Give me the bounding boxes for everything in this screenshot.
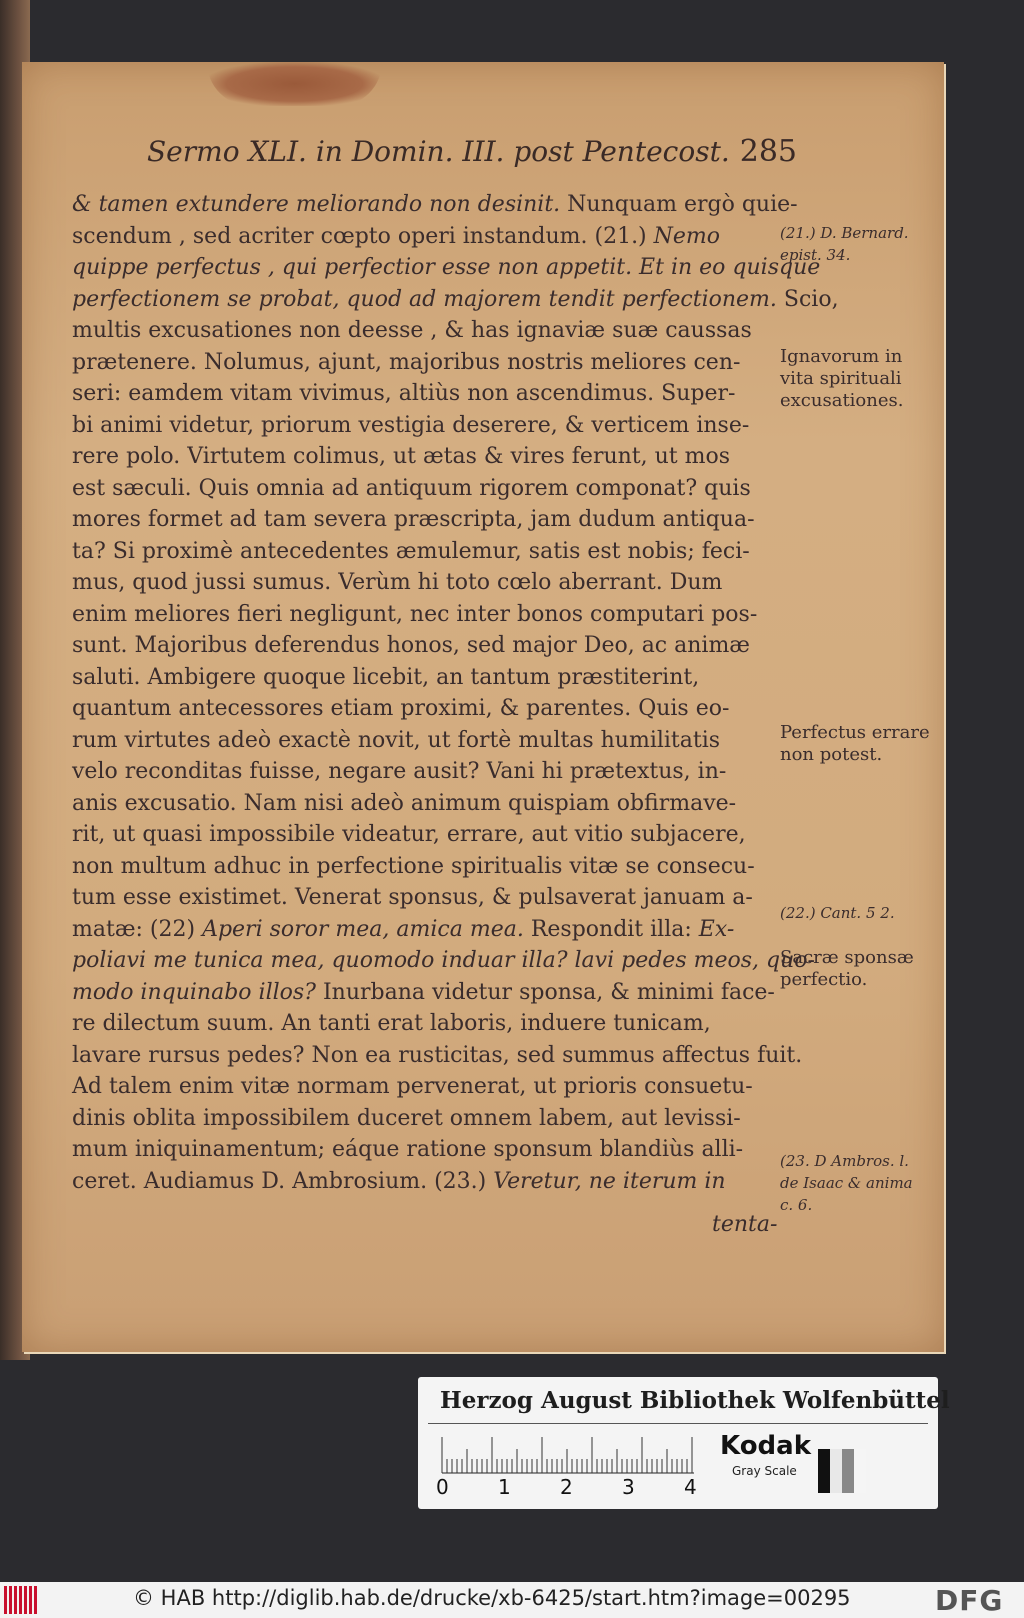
text-line xyxy=(72,977,775,1009)
library-name: Herzog August Bibliothek Wolfenbüttel xyxy=(440,1387,950,1414)
text-segment: Ex- xyxy=(698,916,735,942)
text-segment: Inurbana videtur sponsa, & minimi face- xyxy=(315,979,775,1005)
text-segment: quantum antecessores etiam proximi, & parentes. Quis eo- xyxy=(72,696,730,721)
page-number: 285 xyxy=(739,134,797,169)
page-stain xyxy=(207,62,382,106)
margin-note-ignavorum: Ignavorum in vita spirituali excusationes. xyxy=(780,346,904,411)
text-line xyxy=(72,189,798,221)
gray-scale-label: Gray Scale xyxy=(732,1464,797,1478)
text-segment: mores formet ad tam severa præscripta, jam dudum antiqua- xyxy=(72,507,755,532)
text-segment: saluti. Ambigere quoque licebit, an tantum præstiterint, xyxy=(72,664,700,690)
running-title: Sermo XLI. in Domin. III. post Pentecost. xyxy=(147,135,730,168)
margin-note-22: (22.) Cant. 5 2. xyxy=(780,904,895,922)
text-line xyxy=(72,599,772,631)
margin-note-perfectus: Perfectus errare non potest. xyxy=(780,722,930,765)
text-line xyxy=(72,914,772,946)
book-page xyxy=(22,62,944,1352)
text-segment: Nunquam ergò quie- xyxy=(560,192,798,217)
text-line xyxy=(72,441,772,473)
text-segment: re dilectum suum. An tanti erat laboris, induere tunicam, xyxy=(72,1011,711,1036)
text-segment: rum virtutes adeò exactè novit, ut fortè multas humilitatis xyxy=(72,727,721,753)
ruler-number: 0 xyxy=(436,1475,449,1499)
text-segment: enim meliores fieri negligunt, nec inter bonos computari pos- xyxy=(72,601,758,627)
text-line xyxy=(72,693,772,725)
text-line xyxy=(72,567,772,599)
text-line xyxy=(72,725,772,757)
text-segment: ceret. Audiamus D. Ambrosium. (23.) xyxy=(72,1168,494,1194)
margin-note-sacrae: Sacræ sponsæ perfectio. xyxy=(780,947,914,990)
text-segment: Aperi soror mea, amica mea. xyxy=(202,916,524,942)
text-segment: mum iniquinamentum; eáque ratione sponsum blandiùs alli- xyxy=(72,1137,744,1162)
divider xyxy=(428,1423,928,1424)
text-segment: multis excusationes non deesse , & has ignaviæ suæ caussas xyxy=(72,318,752,343)
text-segment: Ad talem enim vitæ normam pervenerat, ut prioris consuetu- xyxy=(72,1074,753,1099)
text-line xyxy=(72,536,772,568)
text-line xyxy=(72,221,772,253)
text-segment: rere polo. Virtutem colimus, ut ætas & vires ferunt, ut mos xyxy=(72,444,731,469)
text-segment: Veretur, ne iterum in xyxy=(493,1168,726,1194)
text-segment: & tamen extundere meliorando non desinit. xyxy=(72,192,561,217)
margin-note-23: (23. D Ambros. l. de Isaac & anima c. 6. xyxy=(780,1152,913,1214)
text-line xyxy=(72,882,772,914)
ruler-number: 3 xyxy=(622,1475,635,1499)
text-line xyxy=(72,1134,772,1166)
dfg-logo: DFG xyxy=(935,1584,1004,1617)
text-segment: est sæculi. Quis omnia ad antiquum rigorem componat? quis xyxy=(72,475,751,501)
text-segment: poliavi me tunica mea, quomodo induar illa? lavi pedes meos, quo- xyxy=(72,948,815,973)
ruler-numbers xyxy=(436,1475,706,1503)
gray-swatch xyxy=(818,1449,866,1493)
text-segment: tum esse existimet. Venerat sponsus, & pulsaverat januam a- xyxy=(72,885,753,910)
text-segment: scendum , sed acriter cœpto operi instandum. (21.) xyxy=(72,223,654,249)
text-segment: non multum adhuc in perfectione spiritualis vitæ se consecu- xyxy=(72,853,755,879)
text-line xyxy=(72,819,772,851)
text-line xyxy=(72,1166,772,1198)
text-segment: dinis oblita impossibilem duceret omnem labem, aut levissi- xyxy=(72,1105,741,1131)
text-line xyxy=(72,252,821,284)
text-segment: velo reconditas fuisse, negare ausit? Vani hi prætextus, in- xyxy=(72,759,727,784)
source-url[interactable]: © HAB http://diglib.hab.de/drucke/xb-6425/start.htm?image=00295 xyxy=(133,1586,851,1610)
text-segment: matæ: (22) xyxy=(72,916,203,942)
ruler-icon xyxy=(440,1435,700,1475)
text-segment: mus, quod jussi sumus. Verùm hi toto cœlo aberrant. Dum xyxy=(72,570,723,595)
text-line xyxy=(72,473,772,505)
text-segment: perfectionem se probat, quod ad majorem tendit perfectionem. xyxy=(72,286,777,312)
text-segment: sunt. Majoribus deferendus honos, sed major Deo, ac animæ xyxy=(72,633,750,658)
text-segment: lavare rursus pedes? Non ea rusticitas, sed summus affectus fuit. xyxy=(72,1042,803,1068)
text-segment: quippe perfectus , qui perfectior esse non appetit. Et in eo quisque xyxy=(72,255,821,280)
ruler-number: 4 xyxy=(684,1475,697,1499)
text-segment: Nemo xyxy=(653,223,721,249)
text-segment: prætenere. Nolumus, ajunt, majoribus nostris meliores cen- xyxy=(72,349,741,375)
text-segment: Respondit illa: xyxy=(523,916,699,942)
text-line xyxy=(72,378,772,410)
text-line xyxy=(72,788,772,820)
text-line xyxy=(72,630,772,662)
margin-note-21: (21.) D. Bernard. epist. 34. xyxy=(780,224,909,264)
color-calibration-bar xyxy=(418,1377,950,1509)
text-line xyxy=(72,851,772,883)
text-segment: anis excusatio. Nam nisi adeò animum quispiam obfirmave- xyxy=(72,790,737,816)
text-line xyxy=(72,1071,772,1103)
catchword: tenta- xyxy=(712,1212,778,1237)
kodak-logo: Kodak xyxy=(720,1431,811,1461)
text-line xyxy=(72,410,772,442)
text-line xyxy=(72,1103,772,1135)
text-segment: Scio, xyxy=(776,286,839,312)
text-segment: bi animi videtur, priorum vestigia deserere, & verticem inse- xyxy=(72,412,750,438)
text-segment: ta? Si proximè antecedentes æmulemur, satis est nobis; feci- xyxy=(72,538,750,564)
text-line xyxy=(72,756,772,788)
text-line xyxy=(72,1040,803,1072)
text-line xyxy=(72,315,772,347)
text-line xyxy=(72,945,815,977)
text-line xyxy=(72,1008,772,1040)
text-segment: modo inquinabo illos? xyxy=(72,979,316,1005)
text-line xyxy=(72,347,772,379)
text-line xyxy=(72,504,772,536)
text-segment: seri: eamdem vitam vivimus, altiùs non ascendimus. Super- xyxy=(72,381,736,406)
footer-bar xyxy=(0,1582,1024,1618)
ruler-number: 2 xyxy=(560,1475,573,1499)
barcode-icon xyxy=(4,1586,46,1614)
running-header xyxy=(147,134,797,174)
text-line xyxy=(72,662,772,694)
text-segment: rit, ut quasi impossibile videatur, errare, aut vitio subjacere, xyxy=(72,822,746,847)
text-line xyxy=(72,284,839,316)
ruler-number: 1 xyxy=(498,1475,511,1499)
